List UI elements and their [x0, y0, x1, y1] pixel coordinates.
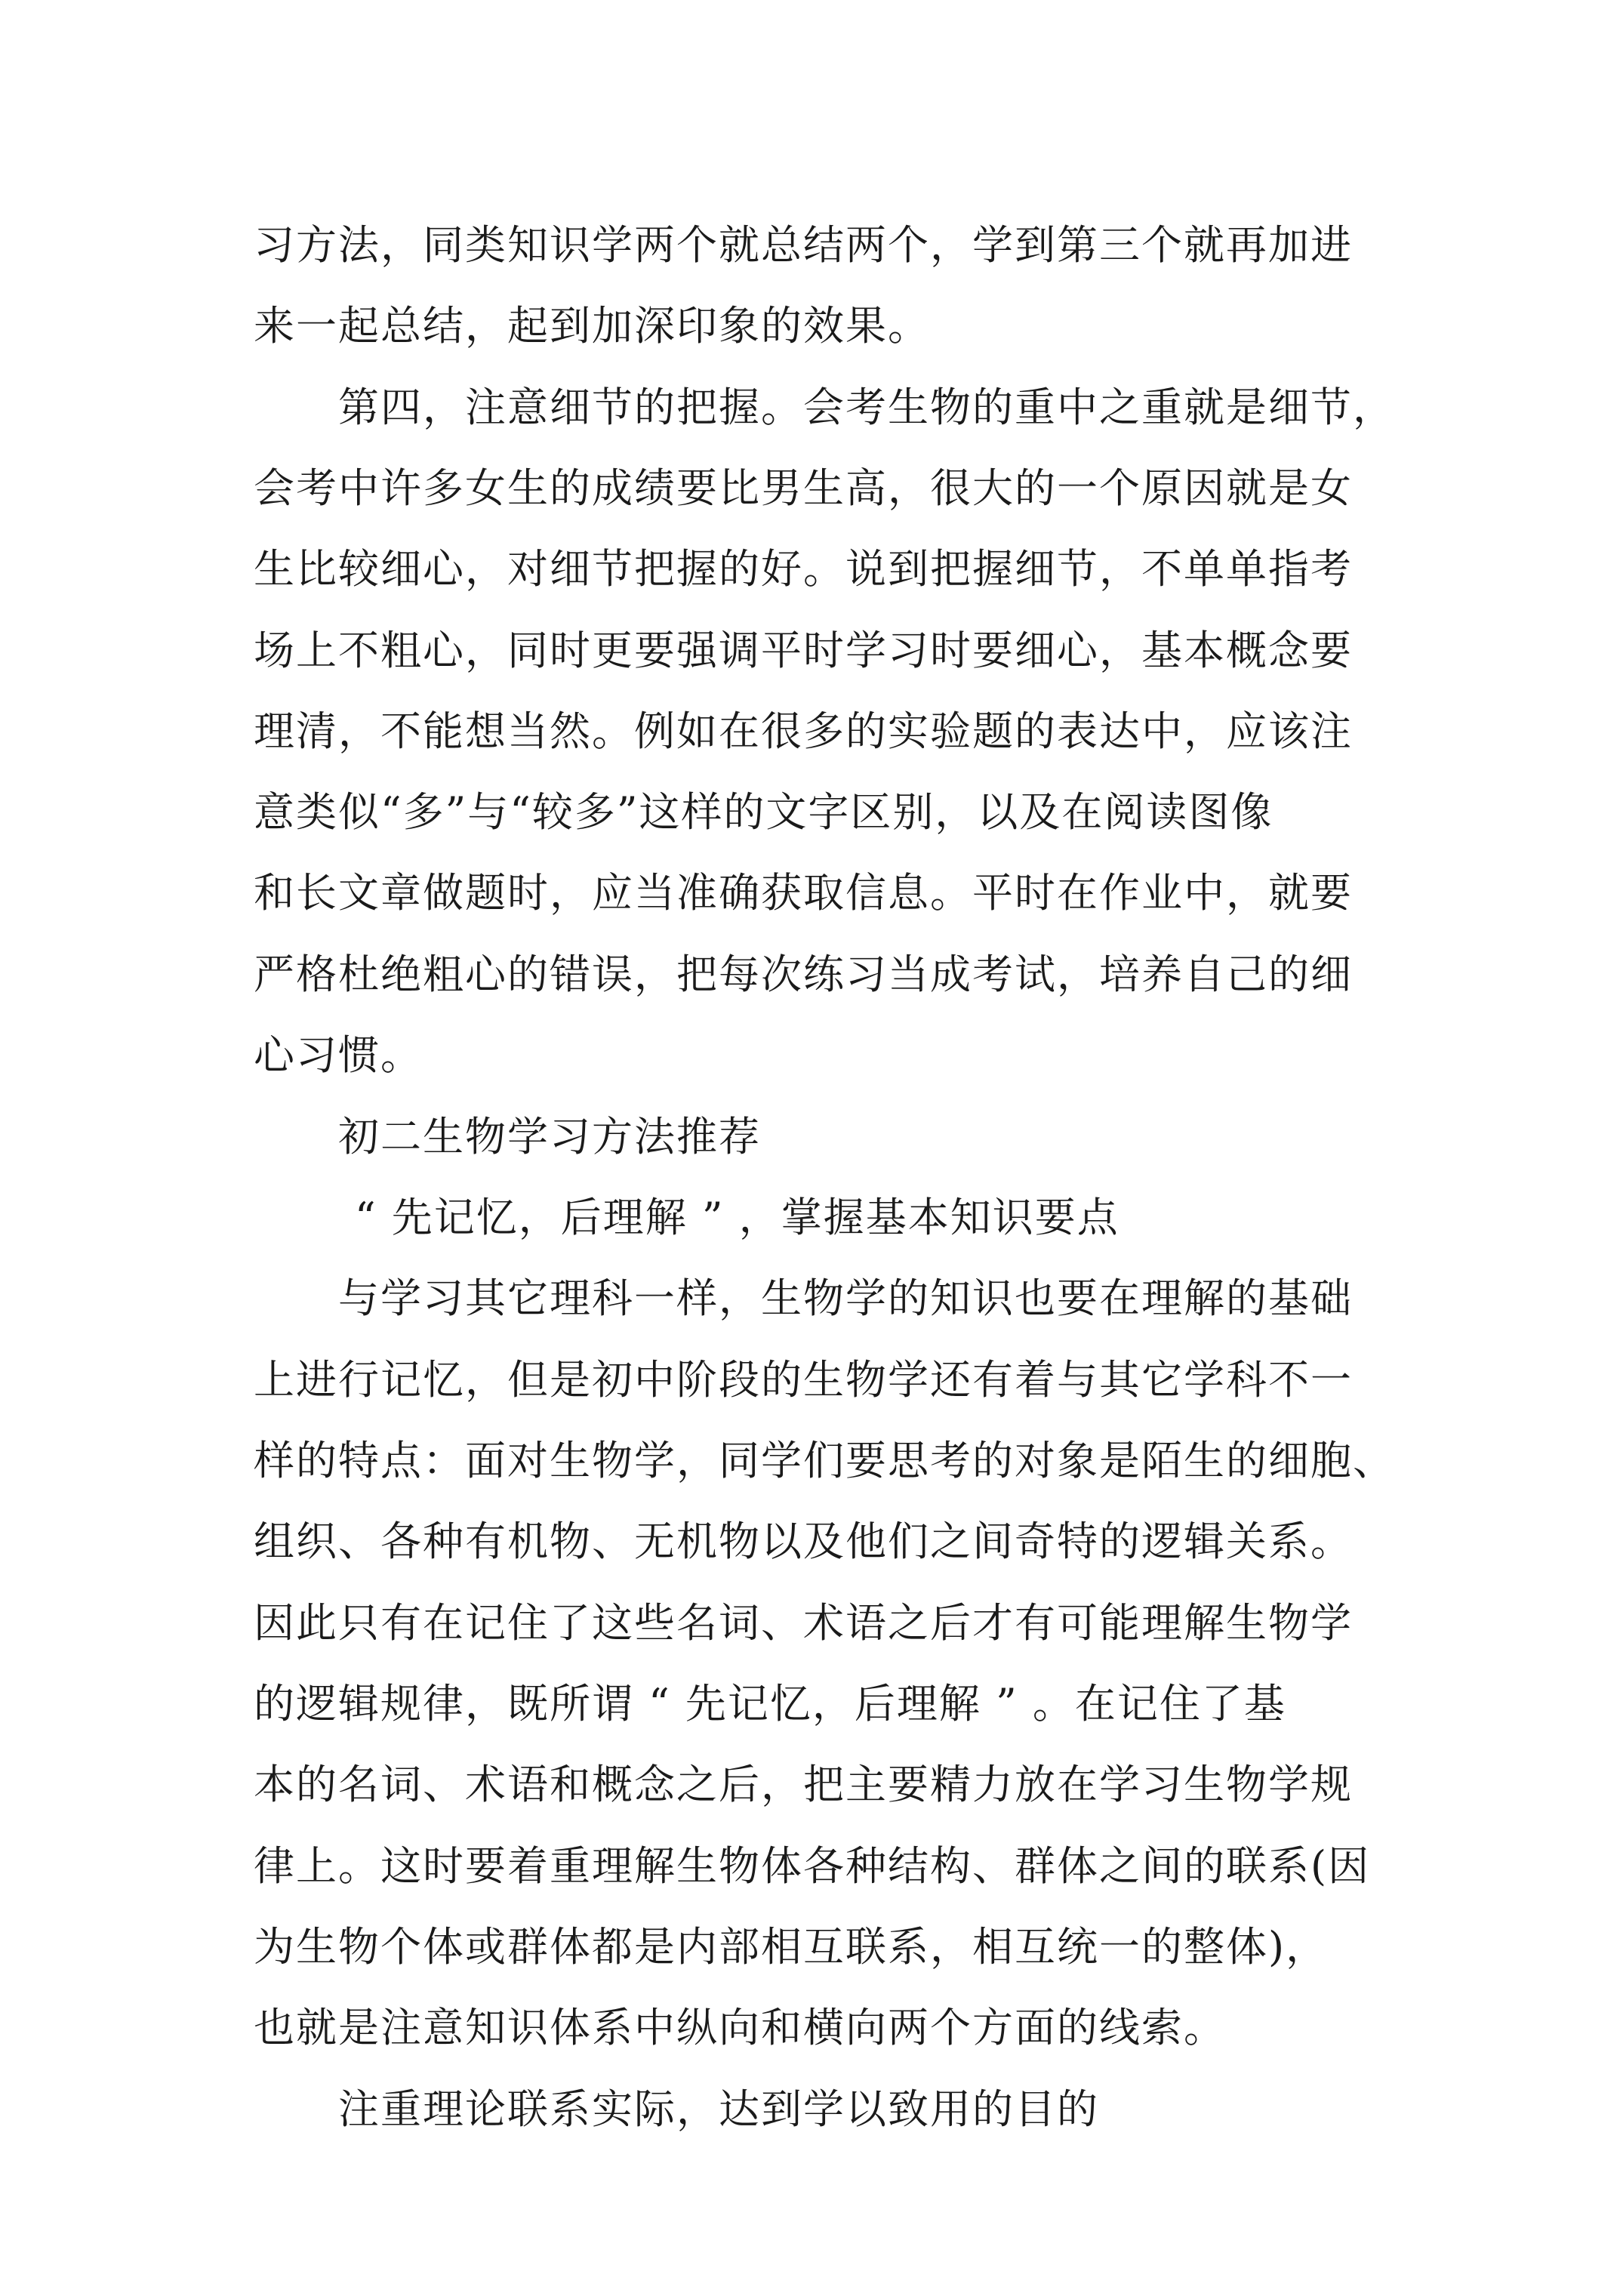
paragraph-line: 本的名词、术语和概念之后，把主要精力放在学习生物学规: [254, 1761, 1353, 1808]
paragraph-line: 第四，注意细节的把握。会考生物的重中之重就是细节，: [338, 384, 1395, 431]
paragraph-line: 组织、各种有机物、无机物以及他们之间奇特的逻辑关系。: [254, 1518, 1353, 1565]
paragraph-line: 与学习其它理科一样，生物学的知识也要在理解的基础: [338, 1274, 1353, 1322]
paragraph-line: 也就是注意知识体系中纵向和横向两个方面的线索。: [254, 2004, 1226, 2051]
paragraph-line: 因此只有在记住了这些名词、术语之后才有可能理解生物学: [254, 1599, 1353, 1647]
paragraph-line: 来一起总结，起到加深印象的效果。: [254, 302, 930, 350]
subsection-heading: 注重理论联系实际，达到学以致用的目的: [338, 2085, 1099, 2133]
paragraph-line: 会考中许多女生的成绩要比男生高，很大的一个原因就是女: [254, 464, 1353, 512]
paragraph-line: 上进行记忆，但是初中阶段的生物学还有着与其它学科不一: [254, 1356, 1353, 1404]
section-heading: 初二生物学习方法推荐: [338, 1113, 761, 1160]
paragraph-line: 意类似“多”与“较多”这样的文字区别，以及在阅读图像: [254, 788, 1273, 836]
paragraph-line: 心习惯。: [254, 1031, 423, 1079]
paragraph-line: 和长文章做题时，应当准确获取信息。平时在作业中，就要: [254, 869, 1353, 917]
subsection-heading: “ 先记忆，后理解 ” ，掌握基本知识要点: [355, 1194, 1119, 1241]
paragraph-line: 场上不粗心，同时更要强调平时学习时要细心，基本概念要: [254, 627, 1353, 674]
paragraph-line: 严格杜绝粗心的错误，把每次练习当成考试，培养自己的细: [254, 951, 1353, 998]
paragraph-line: 律上。这时要着重理解生物体各种结构、群体之间的联系(因: [254, 1842, 1371, 1890]
paragraph-line: 为生物个体或群体都是内部相互联系，相互统一的整体)，: [254, 1923, 1329, 1971]
paragraph-line: 习方法，同类知识学两个就总结两个，学到第三个就再加进: [254, 221, 1353, 269]
paragraph-line: 的逻辑规律，既所谓 “ 先记忆，后理解 ” 。在记住了基: [254, 1680, 1286, 1727]
paragraph-line: 理清，不能想当然。例如在很多的实验题的表达中，应该注: [254, 707, 1353, 755]
paragraph-line: 样的特点：面对生物学，同学们要思考的对象是陌生的细胞、: [254, 1437, 1395, 1484]
paragraph-line: 生比较细心，对细节把握的好。说到把握细节，不单单指考: [254, 545, 1353, 593]
